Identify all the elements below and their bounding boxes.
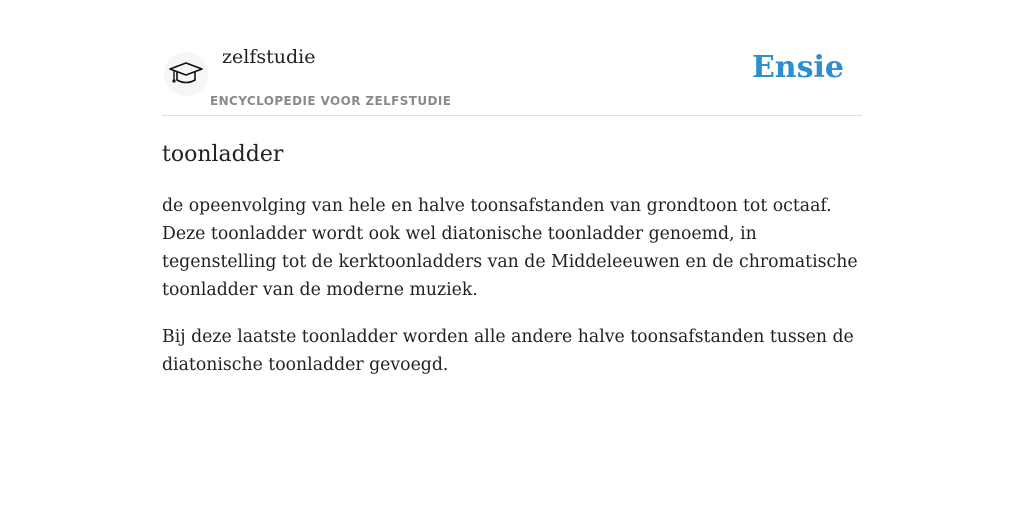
article-title: toonladder [162, 142, 284, 167]
site-header [162, 40, 862, 116]
graduation-cap-icon-graphic [168, 60, 204, 88]
ensie-brand-link[interactable]: Ensie [751, 50, 844, 85]
article-paragraph: de opeenvolging van hele en halve toonsafstanden van grondtoon tot octaaf. Deze toonladder wordt ook wel diatonische toonladder genoemd, in tegenstelling tot de kerktoonladders van de Middeleeuwen en de chromatische toonladder van de moderne muziek. [162, 196, 858, 300]
article [162, 140, 862, 398]
article-body [162, 192, 862, 379]
site-name[interactable]: zelfstudie [222, 46, 316, 68]
site-tagline: ENCYCLOPEDIE VOOR ZELFSTUDIE [210, 94, 452, 108]
article-paragraph: Bij deze laatste toonladder worden alle andere halve toonsafstanden tussen de diatonische toonladder gevoegd. [162, 327, 854, 375]
graduation-cap-icon[interactable] [164, 52, 208, 96]
